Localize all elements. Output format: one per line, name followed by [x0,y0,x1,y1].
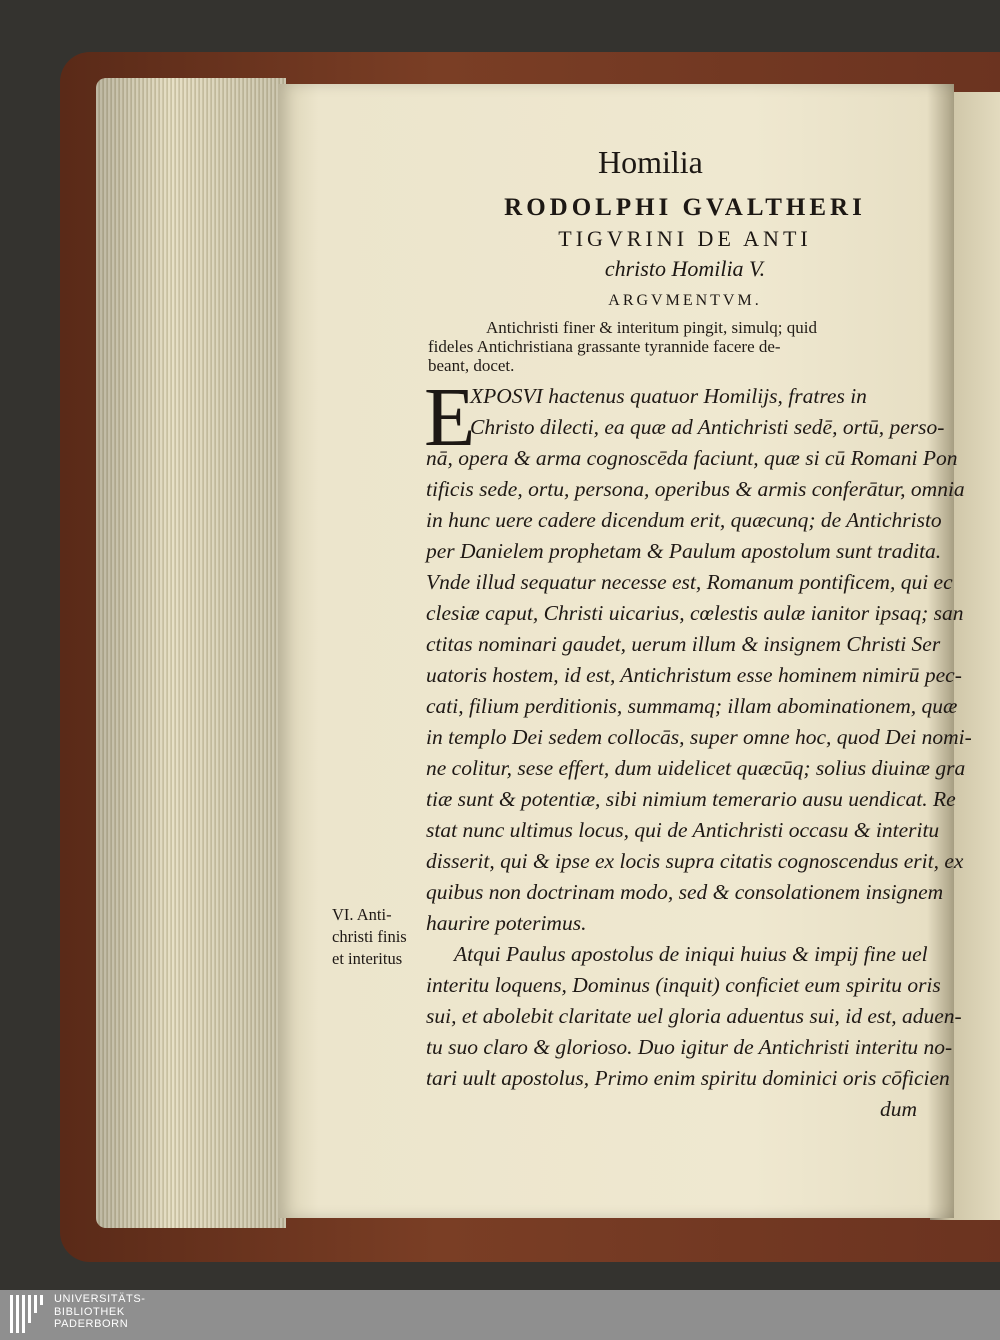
argument-line: fideles Antichristiana grassante tyrannide facere de- [428,337,781,356]
body-line: ne colitur, sese effert, dum uidelicet quæcūq; solius diuinæ gra [426,756,966,780]
body-line: tu suo claro & glorioso. Duo igitur de Antichristi interitu no- [426,1035,953,1059]
body-line: Christo dilecti, ea quæ ad Antichristi sedē, ortū, perso- [470,415,945,439]
body-line: clesiæ caput, Christi uicarius, cœlestis aulæ ianitor ipsaq; san [426,601,964,625]
library-name-line: BIBLIOTHEK [54,1305,125,1318]
title-line-2: TIGVRINI DE ANTI [558,226,812,251]
argument-line: beant, docet. [428,356,515,375]
drop-cap: E [424,371,476,464]
library-name[interactable] [54,1293,146,1331]
body-line: interitu loquens, Dominus (inquit) conficiet eum spiritu oris [426,973,941,997]
body-line: XPOSVI hactenus quatuor Homilijs, fratres in [470,384,867,408]
body-line: Vnde illud sequatur necesse est, Romanum pontificem, qui ec [426,570,953,594]
body-line: ctitas nominari gaudet, uerum illum & insignem Christi Ser [426,632,941,656]
body-line: cati, filium perditionis, summamq; illam abominationem, quæ [426,694,958,718]
margin-note-line: VI. Anti- [332,905,392,924]
argument-heading: ARGVMENTVM. [608,292,762,309]
body-line: tificis sede, ortu, persona, operibus & armis conferātur, omnia [426,477,965,501]
margin-note-line: christi finis [332,927,407,946]
body-line: per Danielem prophetam & Paulum apostolum sunt tradita. [426,539,942,563]
body-line: Atqui Paulus apostolus de iniqui huius & impij fine uel [454,942,928,966]
margin-note-line: et interitus [332,949,403,968]
body-line: stat nunc ultimus locus, qui de Antichristi occasu & interitu [426,818,940,842]
body-line: disserit, qui & ipse ex locis supra citatis cognoscendus erit, ex [426,849,964,873]
body-line: in hunc uere cadere dicendum erit, quæcunq; de Antichristo [426,508,942,532]
library-logo-icon[interactable] [8,1293,48,1337]
catchword: dum [880,1097,918,1121]
library-footer-bar [0,1290,1000,1340]
library-name-line: PADERBORN [54,1318,129,1330]
body-line: haurire poterimus. [426,911,587,935]
title-line-3: christo Homilia V. [604,256,766,281]
body-line: quibus non doctrinam modo, sed & consolationem insignem [426,880,944,904]
argument-line: Antichristi finer & interitum pingit, simulq; quid [486,318,818,337]
body-line: tiæ sunt & potentiæ, sibi nimium temerario ausu uendicat. Re [426,787,956,811]
body-line: sui, et abolebit claritate uel gloria aduentus sui, id est, aduen- [426,1004,962,1028]
margin-note [332,904,424,970]
body-line: tari uult apostolus, Primo enim spiritu dominici oris cōficien [426,1066,950,1090]
running-head: Homilia [598,144,703,180]
body-line: uatoris hostem, id est, Antichristum esse hominem nimirū pec- [426,663,962,687]
library-name-line: UNIVERSITÄTS- [54,1293,146,1305]
title-line-1: RODOLPHI GVALTHERI [504,194,866,221]
page-block-edge [96,78,286,1228]
argument-text [428,318,926,375]
body-line: in templo Dei sedem collocās, super omne hoc, quod Dei nomi- [426,725,972,749]
body-line: nā, opera & arma cognoscēda faciunt, quæ si cū Romani Pon [426,446,958,470]
